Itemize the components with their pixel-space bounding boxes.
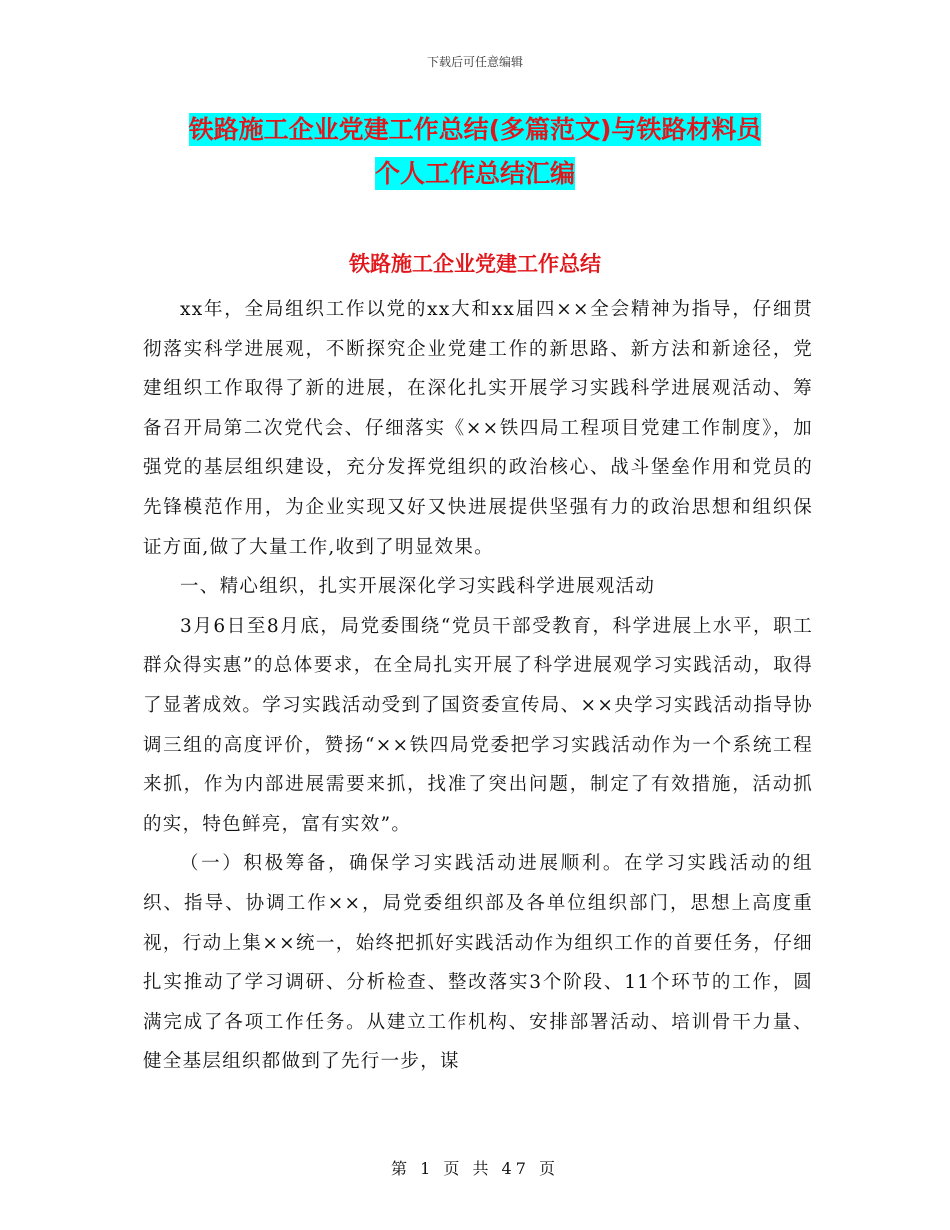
paragraph-activity: 3月6日至8月底，局党委围绕“党员干部受教育，科学进展上水平，职工群众得实惠”的总体要求，在全局扎实开展了科学进展观学习实践活动，取得了显著成效。学习实践活动受到了国资委宣传局、××央学习实践活动指导协调三组的高度评价，赞扬“××铁四局党委把学习实践活动作为一个系统工程来抓，作为内部进展需要来抓，找准了突出问题，制定了有效措施，活动抓的实，特色鲜亮，富有实效”。 <box>143 615 813 835</box>
main-title-line-2-text: 个人工作总结汇编 <box>374 159 575 188</box>
body-text <box>143 290 813 1082</box>
paragraph-heading-1: 一、精心组织，扎实开展深化学习实践科学进展观活动 <box>180 576 656 598</box>
document-main-title <box>0 108 950 196</box>
page-number-footer: 第 1 页 共 47 页 <box>391 1159 559 1178</box>
main-title-line-1-text: 铁路施工企业党建工作总结(多篇范文)与铁路材料员 <box>188 115 762 144</box>
paragraph-subsection-1: （一）积极筹备，确保学习实践活动进展顺利。在学习实践活动的组织、指导、协调工作××，局党委组织部及各单位组织部门，思想上高度重视，行动上集××统一，始终把抓好实践活动作为组织工作的首要任务，仔细扎实推动了学习调研、分析检查、整改落实3个阶段、11个环节的工作，圆满完成了各项工作任务。从建立工作机构、安排部署活动、培训骨干力量、健全基层组织都做到了先行一步，谋 <box>143 853 813 1073</box>
main-title-line-1 <box>0 108 950 152</box>
section-title: 铁路施工企业党建工作总结 <box>349 252 601 276</box>
header-note: 下载后可任意编辑 <box>426 55 523 69</box>
paragraph-intro: xx年，全局组织工作以党的xx大和xx届四××全会精神为指导，仔细贯彻落实科学进展观，不断探究企业党建工作的新思路、新方法和新途径，党建组织工作取得了新的进展，在深化扎实开展学习实践科学进展观活动、筹备召开局第二次党代会、仔细落实《××铁四局工程项目党建工作制度》，加强党的基层组织建设，充分发挥党组织的政治核心、战斗堡垒作用和党员的先锋模范作用，为企业实现又好又快进展提供坚强有力的政治思想和组织保证方面,做了大量工作,收到了明显效果。 <box>143 299 813 558</box>
main-title-line-2 <box>0 152 950 196</box>
